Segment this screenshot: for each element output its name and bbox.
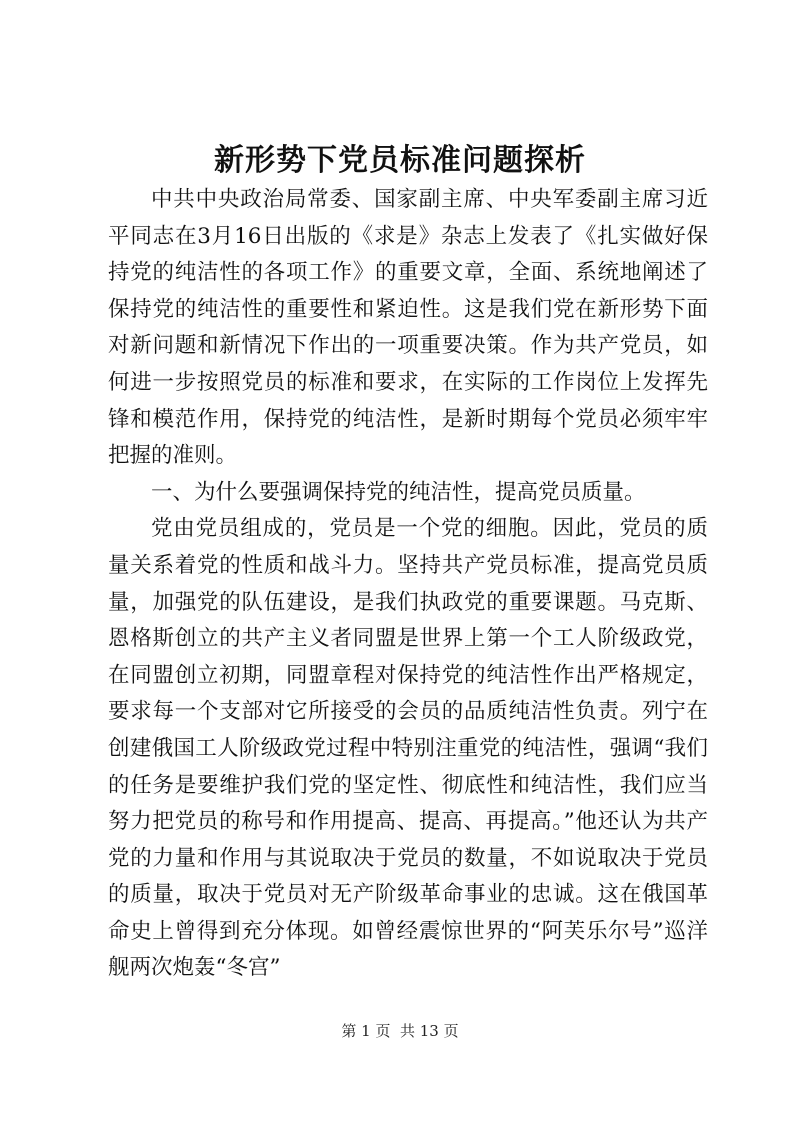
- paragraph-section-1: 党由党员组成的，党员是一个党的细胞。因此，党员的质量关系着党的性质和战斗力。坚持共产党员标准，提高党员质量，加强党的队伍建设，是我们执政党的重要课题。马克斯、恩格斯创立的共产主义者同盟是世界上第一个工人阶级政党，在同盟创立初期，同盟章程对保持党的纯洁性作出严格规定，要求每一个支部对它所接受的会员的品质纯洁性负责。列宁在创建俄国工人阶级政党过程中特别注重党的纯洁性，强调“我们的任务是要维护我们党的坚定性、彻底性和纯洁性，我们应当努力把党员的称号和作用提高、提高、再提高。”他还认为共产党的力量和作用与其说取决于党员的数量，不如说取决于党员的质量，取决于党员对无产阶级革命事业的忠诚。这在俄国革命史上曾得到充分体现。如曾经震惊世界的“阿芙乐尔号”巡洋舰两次炮轰“冬宫”: [108, 516, 708, 981]
- document-body: [108, 182, 708, 987]
- page-footer: [0, 1020, 800, 1042]
- paragraph-intro: 中共中央政治局常委、国家副主席、中央军委副主席习近平同志在3月16日出版的《求是》杂志上发表了《扎实做好保持党的纯洁性的各项工作》的重要文章，全面、系统地阐述了保持党的纯洁性的重要性和紧迫性。这是我们党在新形势下面对新问题和新情况下作出的一项重要决策。作为共产党员，如何进一步按照党员的标准和要求，在实际的工作岗位上发挥先锋和模范作用，保持党的纯洁性，是新时期每个党员必须牢牢把握的准则。: [108, 187, 708, 469]
- document-title: 新形势下党员标准问题探析: [214, 143, 586, 178]
- page-number-label: 第 1 页 共 13 页: [341, 1022, 459, 1040]
- section-heading-1: 一、为什么要强调保持党的纯洁性，提高党员质量。: [151, 479, 646, 505]
